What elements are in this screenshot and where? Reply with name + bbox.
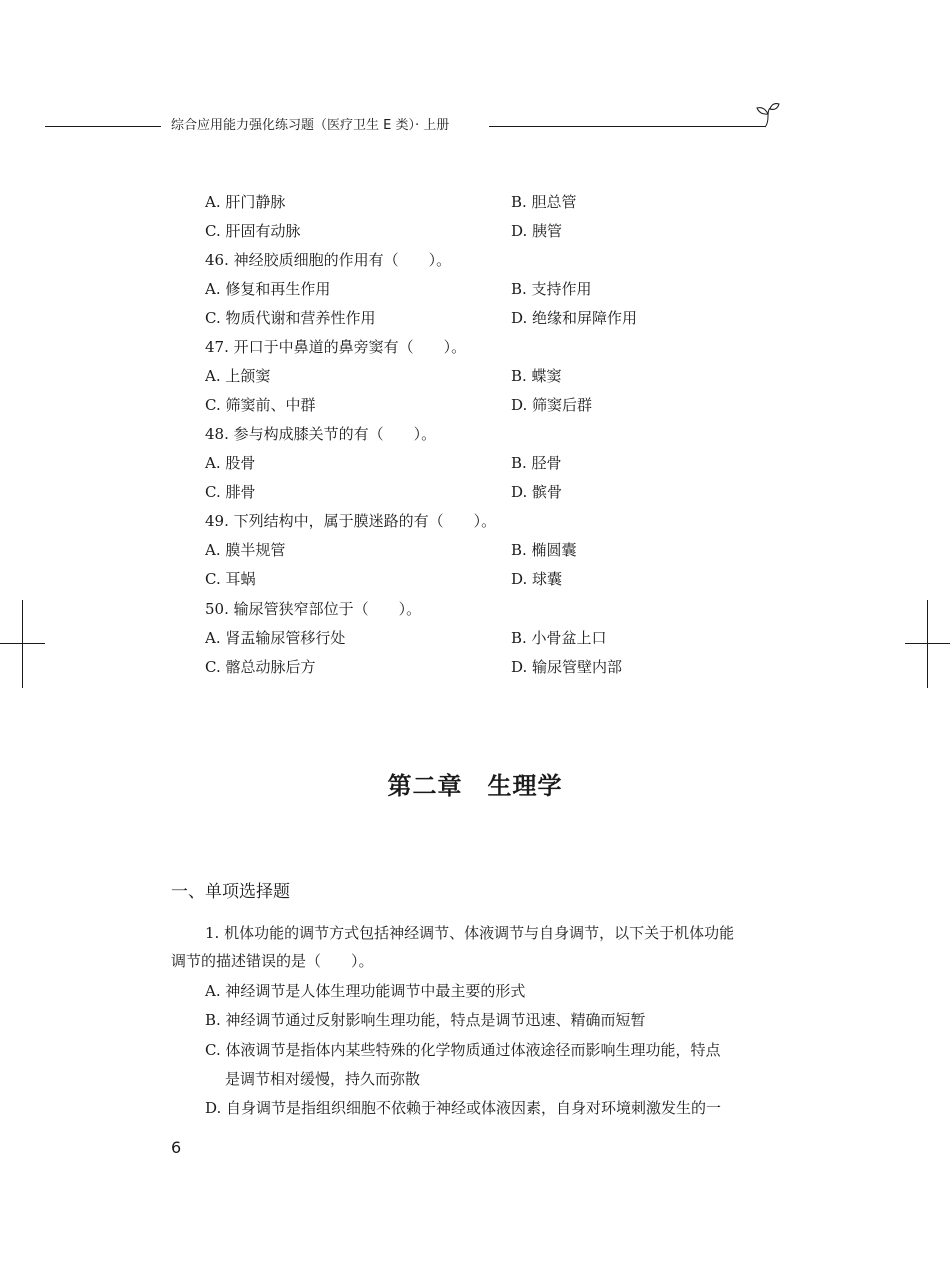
option-a: A. 股骨 bbox=[205, 454, 256, 472]
option-a: A. 上颌窦 bbox=[205, 367, 271, 385]
option-b: B. 胫骨 bbox=[511, 454, 562, 472]
option-b: B. 椭圆囊 bbox=[511, 541, 577, 559]
question-stem-48: 48. 参与构成膝关节的有（ ）。 bbox=[205, 425, 437, 443]
question-1-option-a: A. 神经调节是人体生理功能调节中最主要的形式 bbox=[205, 982, 526, 1000]
page-number: 6 bbox=[171, 1138, 182, 1157]
question-1-option-b: B. 神经调节通过反射影响生理功能，特点是调节迅速、精确而短暂 bbox=[205, 1011, 646, 1029]
option-b: B. 支持作用 bbox=[511, 280, 592, 298]
option-c: C. 髂总动脉后方 bbox=[205, 658, 316, 676]
option-c: C. 腓骨 bbox=[205, 483, 256, 501]
option-a: A. 膜半规管 bbox=[205, 541, 286, 559]
option-d: D. 筛窦后群 bbox=[511, 396, 593, 414]
header-rule-right bbox=[489, 126, 765, 127]
question-1-stem-line1: 1. 机体功能的调节方式包括神经调节、体液调节与自身调节，以下关于机体功能 bbox=[205, 924, 735, 942]
option-c: C. 耳蜗 bbox=[205, 570, 256, 588]
option-d: D. 球囊 bbox=[511, 570, 563, 588]
running-header: 综合应用能力强化练习题（医疗卫生 E 类）· 上册 bbox=[171, 118, 450, 133]
section-title: 一、单项选择题 bbox=[171, 882, 290, 902]
question-1-option-c-line1: C. 体液调节是指体内某些特殊的化学物质通过体液途径而影响生理功能，特点 bbox=[205, 1041, 721, 1059]
option-c: C. 筛窦前、中群 bbox=[205, 396, 316, 414]
option-c: C. 物质代谢和营养性作用 bbox=[205, 309, 376, 327]
sprout-icon bbox=[752, 100, 782, 132]
question-stem-50: 50. 输尿管狭窄部位于（ ）。 bbox=[205, 600, 422, 618]
option-d: D. 输尿管壁内部 bbox=[511, 658, 623, 676]
crop-mark-left-vertical bbox=[22, 600, 23, 688]
option-d: D. 胰管 bbox=[511, 222, 563, 240]
option-a: A. 肝门静脉 bbox=[205, 193, 286, 211]
question-stem-49: 49. 下列结构中，属于膜迷路的有（ ）。 bbox=[205, 512, 497, 530]
question-1-stem-line2: 调节的描述错误的是（ ）。 bbox=[171, 952, 374, 970]
question-1-option-c-line2: 是调节相对缓慢，持久而弥散 bbox=[225, 1070, 421, 1088]
header-rule-left bbox=[45, 126, 161, 127]
option-d: D. 绝缘和屏障作用 bbox=[511, 309, 638, 327]
option-d: D. 髌骨 bbox=[511, 483, 563, 501]
option-b: B. 蝶窦 bbox=[511, 367, 562, 385]
question-1-option-d: D. 自身调节是指组织细胞不依赖于神经或体液因素，自身对环境刺激发生的一 bbox=[205, 1099, 722, 1117]
crop-mark-right-vertical bbox=[927, 600, 928, 688]
question-stem-47: 47. 开口于中鼻道的鼻旁窦有（ ）。 bbox=[205, 338, 467, 356]
crop-mark-right-horizontal bbox=[905, 643, 950, 644]
option-b: B. 胆总管 bbox=[511, 193, 577, 211]
option-b: B. 小骨盆上口 bbox=[511, 629, 607, 647]
crop-mark-left-horizontal bbox=[0, 643, 45, 644]
chapter-title: 第二章 生理学 bbox=[387, 771, 563, 800]
option-c: C. 肝固有动脉 bbox=[205, 222, 301, 240]
option-a: A. 肾盂输尿管移行处 bbox=[205, 629, 346, 647]
option-a: A. 修复和再生作用 bbox=[205, 280, 331, 298]
question-stem-46: 46. 神经胶质细胞的作用有（ ）。 bbox=[205, 251, 452, 269]
